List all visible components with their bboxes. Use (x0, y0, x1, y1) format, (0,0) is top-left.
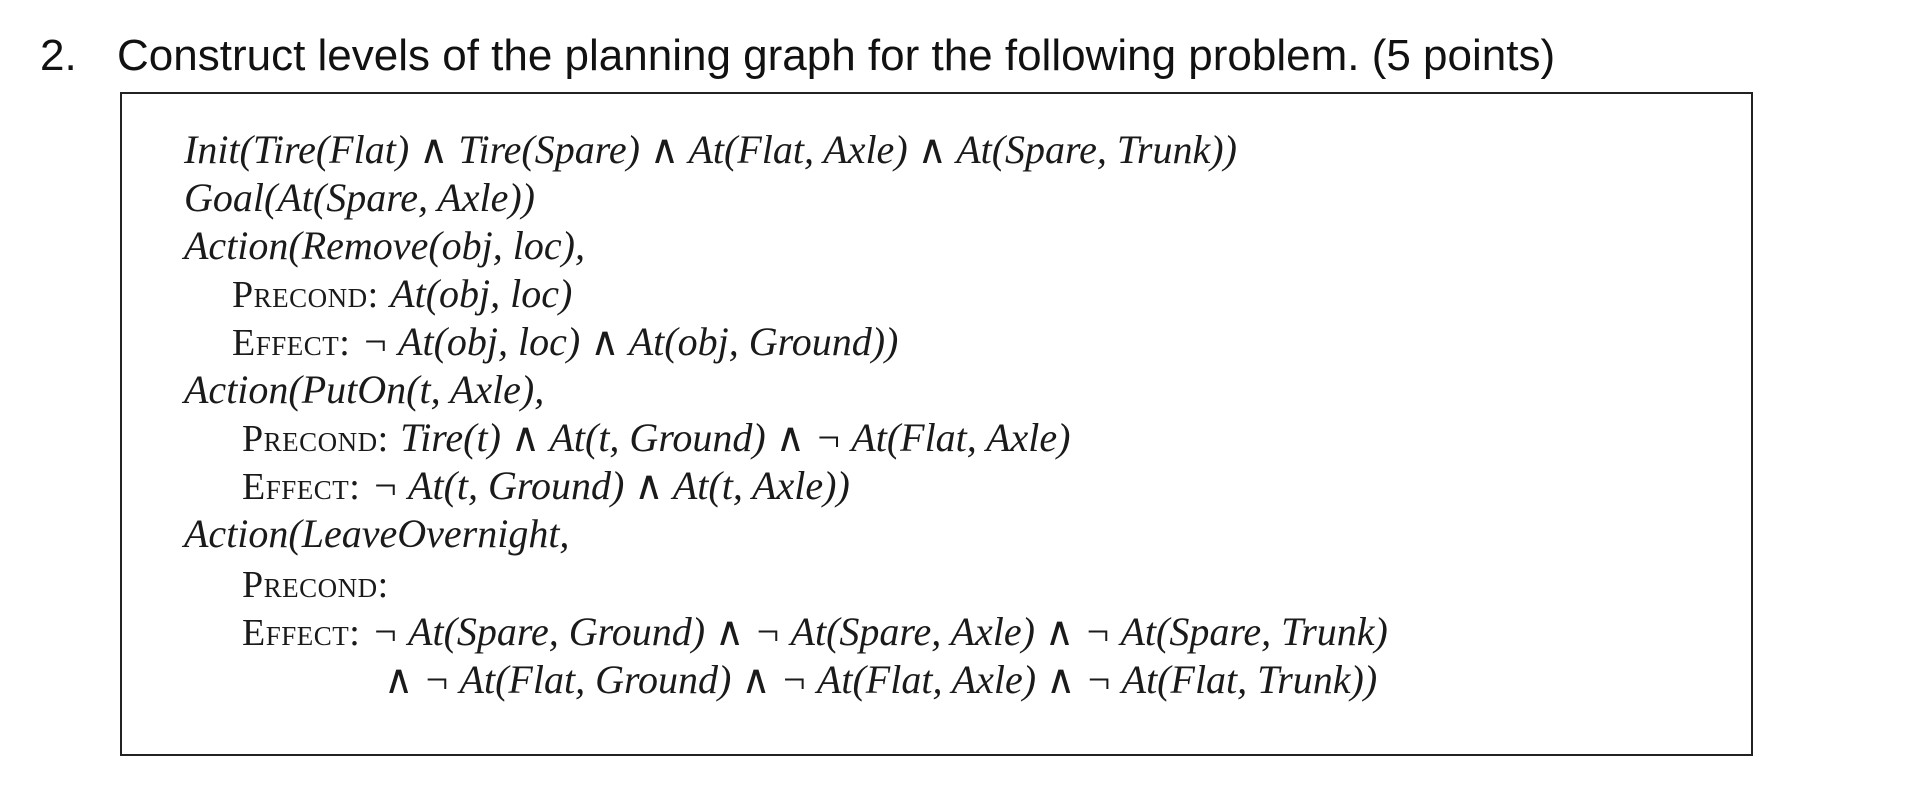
leaveovernight-effect-continuation: ∧ ¬ At(Flat, Ground) ∧ ¬ At(Flat, Axle) ∧ ¬ At(Flat, Trunk)) (384, 657, 1378, 702)
goal-line (184, 174, 535, 224)
leaveovernight-effect-line (242, 608, 1388, 658)
puton-effect-line (242, 462, 850, 512)
effect-label: Effect: (232, 322, 351, 364)
leaveovernight-precond-line (242, 560, 389, 610)
init-line (184, 126, 1237, 176)
precond-label: Precond: (242, 418, 389, 460)
puton-precond-line (242, 414, 1070, 464)
remove-effect-line (232, 318, 898, 368)
leaveovernight-effect-formula: ¬ At(Spare, Ground) ∧ ¬ At(Spare, Axle) ∧ ¬ At(Spare, Trunk) (371, 609, 1388, 654)
action-puton-line (184, 366, 544, 416)
effect-label: Effect: (242, 612, 361, 654)
remove-precond-formula: At(obj, loc) (390, 271, 573, 316)
action-leaveovernight-line (184, 510, 569, 560)
remove-effect-formula: ¬ At(obj, loc) ∧ At(obj, Ground)) (361, 319, 899, 364)
precond-label: Precond: (232, 274, 379, 316)
puton-effect-formula: ¬ At(t, Ground) ∧ At(t, Axle)) (371, 463, 850, 508)
action-leaveovernight-header: Action(LeaveOvernight, (184, 511, 570, 556)
init-formula: Init(Tire(Flat) ∧ Tire(Spare) ∧ At(Flat, Axle) ∧ At(Spare, Trunk)) (184, 127, 1237, 172)
problem-box (120, 92, 1753, 756)
puton-precond-formula: Tire(t) ∧ At(t, Ground) ∧ ¬ At(Flat, Axle) (400, 415, 1071, 460)
action-remove-line (184, 222, 585, 272)
question-text: Construct levels of the planning graph for the following problem. (5 points) (117, 31, 1556, 80)
goal-formula: Goal(At(Spare, Axle)) (184, 175, 535, 220)
question-number: 2. (40, 31, 77, 80)
question-heading (40, 24, 1555, 88)
effect-label: Effect: (242, 466, 361, 508)
leaveovernight-effect-continuation-line (384, 656, 1377, 706)
action-remove-header: Action(Remove(obj, loc), (184, 223, 585, 268)
remove-precond-line (232, 270, 572, 320)
precond-label: Precond: (242, 564, 389, 606)
action-puton-header: Action(PutOn(t, Axle), (184, 367, 545, 412)
